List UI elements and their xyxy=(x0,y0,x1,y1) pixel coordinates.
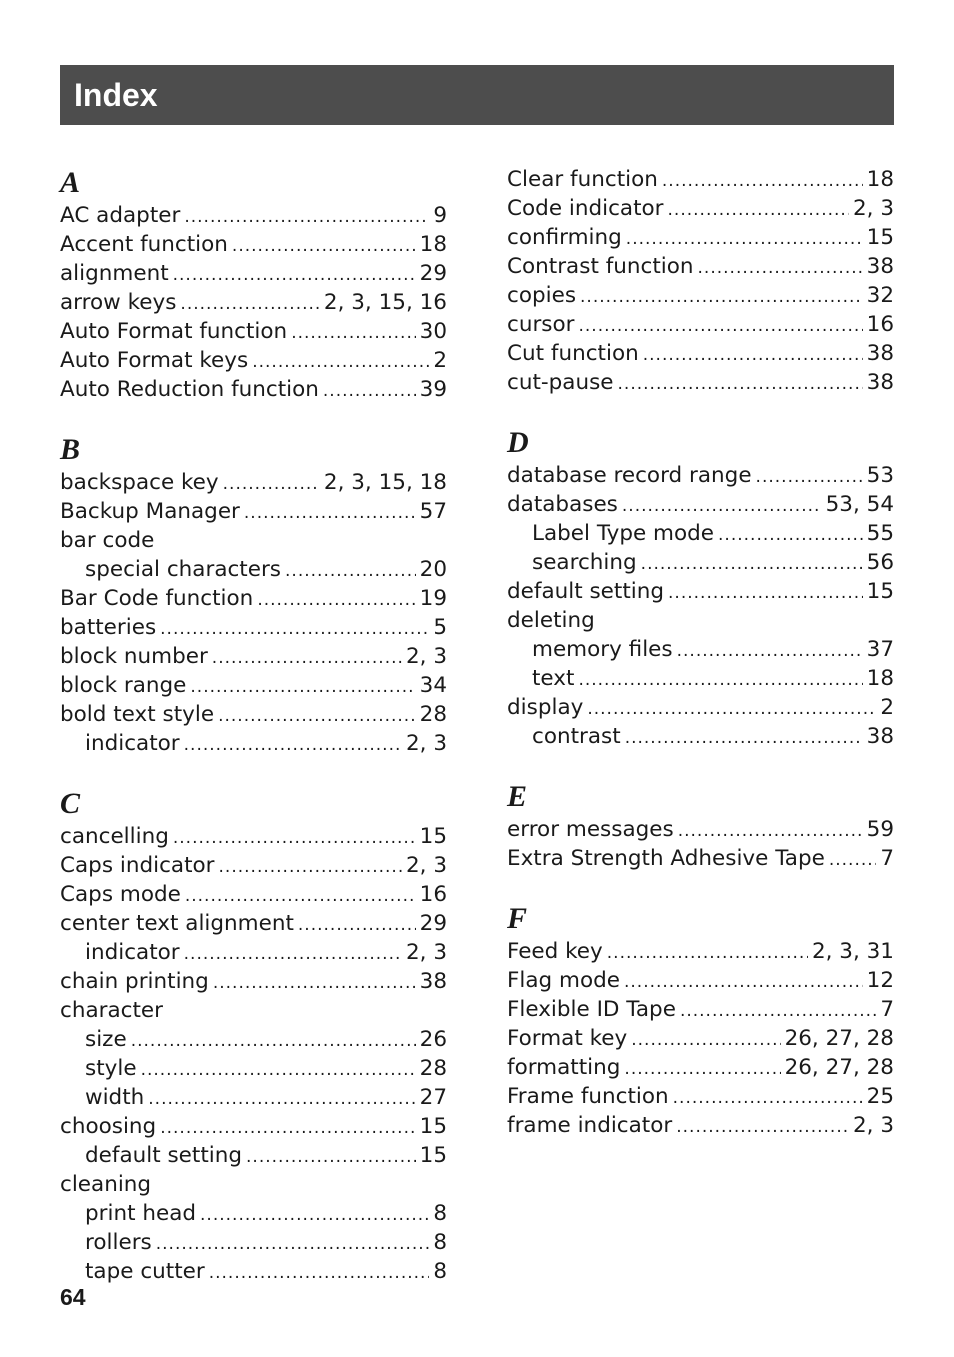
index-entry xyxy=(60,851,447,880)
index-subentry xyxy=(507,722,894,751)
entry-term: Backup Manager xyxy=(60,499,240,524)
entry-term: AC adapter xyxy=(60,203,181,228)
entry-term: backspace key xyxy=(60,470,219,495)
dot-leader xyxy=(200,1201,429,1228)
index-entry xyxy=(60,642,447,671)
entry-page-refs: 2 xyxy=(880,695,894,720)
entry-term: block number xyxy=(60,644,208,669)
index-entry xyxy=(507,995,894,1024)
page-title: Index xyxy=(74,77,158,113)
entry-term: Caps mode xyxy=(60,882,181,907)
index-subentry xyxy=(60,1054,447,1083)
entry-term: Flexible ID Tape xyxy=(507,997,676,1022)
entry-term: tape cutter xyxy=(85,1259,205,1284)
section-gap xyxy=(507,751,894,779)
index-entry xyxy=(60,613,447,642)
entry-term: Clear function xyxy=(507,167,658,192)
index-subentry xyxy=(60,1025,447,1054)
entry-page-refs: 55 xyxy=(866,521,894,546)
index-subentry xyxy=(507,548,894,577)
entry-term: Code indicator xyxy=(507,196,664,221)
entry-page-refs: 38 xyxy=(866,254,894,279)
entry-term: Auto Format keys xyxy=(60,348,249,373)
entry-page-refs: 16 xyxy=(866,312,894,337)
dot-leader xyxy=(173,261,416,288)
entry-page-refs: 2, 3 xyxy=(852,196,894,221)
dot-leader xyxy=(678,817,863,844)
entry-term: default setting xyxy=(507,579,665,604)
index-entry xyxy=(60,671,447,700)
dot-leader xyxy=(257,586,415,613)
index-entry xyxy=(60,1112,447,1141)
dot-leader xyxy=(578,312,862,339)
dot-leader xyxy=(252,348,429,375)
dot-leader xyxy=(587,695,876,722)
index-entry xyxy=(60,346,447,375)
dot-leader xyxy=(643,341,863,368)
entry-term: Auto Format function xyxy=(60,319,288,344)
index-entry xyxy=(507,606,894,635)
entry-term: memory files xyxy=(532,637,673,662)
entry-page-refs: 38 xyxy=(866,724,894,749)
entry-term: Label Type mode xyxy=(532,521,715,546)
index-subentry xyxy=(60,1083,447,1112)
dot-leader xyxy=(829,846,876,873)
page-number: 64 xyxy=(60,1284,86,1310)
entry-term: arrow keys xyxy=(60,290,177,315)
dot-leader xyxy=(662,167,863,194)
entry-term: formatting xyxy=(507,1055,621,1080)
index-entry xyxy=(60,259,447,288)
dot-leader xyxy=(184,203,429,230)
entry-term: contrast xyxy=(532,724,621,749)
entry-term: size xyxy=(85,1027,127,1052)
entry-term: Feed key xyxy=(507,939,603,964)
index-subentry xyxy=(60,555,447,584)
entry-page-refs: 7 xyxy=(880,997,894,1022)
dot-leader xyxy=(213,969,416,996)
dot-leader xyxy=(156,1230,430,1257)
entry-page-refs: 29 xyxy=(419,261,447,286)
entry-term: searching xyxy=(532,550,637,575)
entry-page-refs: 2, 3 xyxy=(405,940,447,965)
section-letter-heading: B xyxy=(60,433,81,466)
entry-page-refs: 8 xyxy=(433,1201,447,1226)
entry-page-refs: 8 xyxy=(433,1259,447,1284)
section-gap xyxy=(60,758,447,786)
dot-leader xyxy=(173,824,416,851)
entry-page-refs: 28 xyxy=(419,702,447,727)
entry-page-refs: 59 xyxy=(866,817,894,842)
dot-leader xyxy=(141,1056,416,1083)
dot-leader xyxy=(190,673,415,700)
index-entry xyxy=(60,822,447,851)
dot-leader xyxy=(160,615,429,642)
section-letter-heading: A xyxy=(60,166,81,199)
entry-term: default setting xyxy=(85,1143,243,1168)
dot-leader xyxy=(631,1026,780,1053)
entry-term: alignment xyxy=(60,261,169,286)
section-letter-heading: C xyxy=(60,787,81,820)
dot-leader xyxy=(718,521,863,548)
dot-leader xyxy=(291,319,415,346)
index-entry xyxy=(60,317,447,346)
index-entry xyxy=(60,497,447,526)
entry-page-refs: 15 xyxy=(419,824,447,849)
index-subentry xyxy=(60,1199,447,1228)
index-entry xyxy=(507,310,894,339)
index-entry xyxy=(507,844,894,873)
entry-term: character xyxy=(60,998,163,1023)
index-entry xyxy=(60,909,447,938)
entry-term: chain printing xyxy=(60,969,209,994)
index-subentry xyxy=(60,1228,447,1257)
entry-page-refs: 18 xyxy=(866,666,894,691)
index-entry xyxy=(507,1024,894,1053)
entry-page-refs: 30 xyxy=(419,319,447,344)
index-entry xyxy=(507,966,894,995)
dot-leader xyxy=(212,644,402,671)
section-letter-heading: D xyxy=(507,426,529,459)
index-entry xyxy=(60,375,447,404)
index-entry xyxy=(507,194,894,223)
entry-term: Flag mode xyxy=(507,968,620,993)
dot-leader xyxy=(641,550,863,577)
entry-term: center text alignment xyxy=(60,911,294,936)
index-subentry xyxy=(60,1257,447,1286)
index-entry xyxy=(60,584,447,613)
entry-term: Bar Code function xyxy=(60,586,254,611)
index-entry xyxy=(60,1170,447,1199)
index-entry xyxy=(507,223,894,252)
entry-page-refs: 34 xyxy=(419,673,447,698)
index-entry xyxy=(60,996,447,1025)
dot-leader xyxy=(223,470,320,497)
dot-leader xyxy=(676,1113,849,1140)
section-gap xyxy=(60,404,447,432)
entry-page-refs: 29 xyxy=(419,911,447,936)
index-entry xyxy=(507,368,894,397)
entry-page-refs: 38 xyxy=(866,370,894,395)
entry-page-refs: 28 xyxy=(419,1056,447,1081)
entry-page-refs: 53 xyxy=(866,463,894,488)
entry-page-refs: 2, 3 xyxy=(405,853,447,878)
dot-leader xyxy=(218,702,416,729)
entry-term: print head xyxy=(85,1201,197,1226)
index-entry xyxy=(60,468,447,497)
dot-leader xyxy=(185,882,416,909)
entry-term: block range xyxy=(60,673,187,698)
dot-leader xyxy=(131,1027,416,1054)
dot-leader xyxy=(219,853,402,880)
entry-page-refs: 20 xyxy=(419,557,447,582)
dot-leader xyxy=(607,939,808,966)
entry-term: choosing xyxy=(60,1114,157,1139)
index-entry xyxy=(507,1111,894,1140)
entry-term: rollers xyxy=(85,1230,152,1255)
dot-leader xyxy=(618,370,863,397)
entry-page-refs: 15 xyxy=(419,1143,447,1168)
entry-term: Accent function xyxy=(60,232,228,257)
dot-leader xyxy=(578,666,862,693)
dot-leader xyxy=(625,724,863,751)
entry-page-refs: 38 xyxy=(866,341,894,366)
entry-page-refs: 15 xyxy=(866,225,894,250)
dot-leader xyxy=(246,1143,416,1170)
dot-leader xyxy=(680,997,876,1024)
dot-leader xyxy=(673,1084,863,1111)
entry-page-refs: 32 xyxy=(866,283,894,308)
index-entry xyxy=(507,281,894,310)
index-entry xyxy=(60,700,447,729)
index-subentry xyxy=(507,635,894,664)
index-subentry xyxy=(507,519,894,548)
index-entry xyxy=(507,1053,894,1082)
dot-leader xyxy=(624,968,863,995)
entry-page-refs: 26, 27, 28 xyxy=(784,1026,894,1051)
entry-term: Format key xyxy=(507,1026,628,1051)
index-entry xyxy=(507,490,894,519)
entry-term: Auto Reduction function xyxy=(60,377,319,402)
entry-term: indicator xyxy=(85,940,180,965)
entry-page-refs: 2, 3, 31 xyxy=(811,939,894,964)
index-subentry xyxy=(60,938,447,967)
index-entry xyxy=(60,880,447,909)
dot-leader xyxy=(624,1055,780,1082)
entry-term: copies xyxy=(507,283,577,308)
dot-leader xyxy=(232,232,416,259)
dot-leader xyxy=(180,290,319,317)
entry-page-refs: 9 xyxy=(433,203,447,228)
dot-leader xyxy=(677,637,863,664)
entry-page-refs: 16 xyxy=(419,882,447,907)
entry-page-refs: 25 xyxy=(866,1084,894,1109)
entry-page-refs: 15 xyxy=(866,579,894,604)
entry-term: bar code xyxy=(60,528,155,553)
dot-leader xyxy=(323,377,416,404)
entry-page-refs: 37 xyxy=(866,637,894,662)
index-subentry xyxy=(507,664,894,693)
section-letter-heading: E xyxy=(507,780,528,813)
entry-term: style xyxy=(85,1056,137,1081)
index-entry xyxy=(60,967,447,996)
entry-term: database record range xyxy=(507,463,752,488)
dot-leader xyxy=(698,254,863,281)
entry-page-refs: 56 xyxy=(866,550,894,575)
entry-page-refs: 53, 54 xyxy=(825,492,894,517)
entry-term: Extra Strength Adhesive Tape xyxy=(507,846,825,871)
entry-term: cursor xyxy=(507,312,575,337)
entry-term: confirming xyxy=(507,225,622,250)
index-entry xyxy=(507,165,894,194)
dot-leader xyxy=(244,499,416,526)
entry-term: special characters xyxy=(85,557,282,582)
index-entry xyxy=(60,201,447,230)
index-subentry xyxy=(60,729,447,758)
entry-page-refs: 2, 3 xyxy=(852,1113,894,1138)
index-entry xyxy=(60,288,447,317)
index-entry xyxy=(507,693,894,722)
entry-term: Caps indicator xyxy=(60,853,215,878)
entry-page-refs: 19 xyxy=(419,586,447,611)
dot-leader xyxy=(668,196,849,223)
entry-term: databases xyxy=(507,492,618,517)
entry-term: Contrast function xyxy=(507,254,694,279)
dot-leader xyxy=(148,1085,415,1112)
index-entry xyxy=(507,577,894,606)
dot-leader xyxy=(580,283,863,310)
index-subentry xyxy=(60,1141,447,1170)
entry-term: cancelling xyxy=(60,824,169,849)
entry-page-refs: 8 xyxy=(433,1230,447,1255)
dot-leader xyxy=(626,225,863,252)
dot-leader xyxy=(209,1259,430,1286)
index-entry xyxy=(507,339,894,368)
entry-term: width xyxy=(85,1085,145,1110)
entry-page-refs: 38 xyxy=(419,969,447,994)
entry-page-refs: 26, 27, 28 xyxy=(784,1055,894,1080)
entry-page-refs: 18 xyxy=(419,232,447,257)
entry-term: Cut function xyxy=(507,341,639,366)
entry-page-refs: 2, 3 xyxy=(405,731,447,756)
entry-term: bold text style xyxy=(60,702,215,727)
entry-term: text xyxy=(532,666,575,691)
index-entry xyxy=(507,1082,894,1111)
entry-page-refs: 2, 3, 15, 16 xyxy=(323,290,447,315)
entry-term: error messages xyxy=(507,817,674,842)
index-column-right xyxy=(507,165,894,1140)
entry-page-refs: 2, 3, 15, 18 xyxy=(323,470,447,495)
entry-page-refs: 57 xyxy=(419,499,447,524)
dot-leader xyxy=(298,911,416,938)
dot-leader xyxy=(285,557,416,584)
entry-page-refs: 27 xyxy=(419,1085,447,1110)
dot-leader xyxy=(668,579,863,606)
dot-leader xyxy=(756,463,863,490)
index-column-left xyxy=(60,165,447,1286)
entry-page-refs: 2, 3 xyxy=(405,644,447,669)
index-entry xyxy=(60,526,447,555)
dot-leader xyxy=(622,492,822,519)
entry-page-refs: 26 xyxy=(419,1027,447,1052)
entry-page-refs: 7 xyxy=(880,846,894,871)
entry-term: cleaning xyxy=(60,1172,152,1197)
entry-term: indicator xyxy=(85,731,180,756)
entry-page-refs: 18 xyxy=(866,167,894,192)
index-entry xyxy=(507,461,894,490)
entry-term: display xyxy=(507,695,584,720)
dot-leader xyxy=(184,731,402,758)
entry-page-refs: 2 xyxy=(433,348,447,373)
section-gap xyxy=(507,397,894,425)
index-entry xyxy=(507,815,894,844)
entry-term: deleting xyxy=(507,608,595,633)
entry-term: Frame function xyxy=(507,1084,669,1109)
index-entry xyxy=(507,937,894,966)
index-entry xyxy=(507,252,894,281)
dot-leader xyxy=(160,1114,415,1141)
entry-term: batteries xyxy=(60,615,157,640)
index-header-banner xyxy=(60,65,894,125)
entry-page-refs: 5 xyxy=(433,615,447,640)
entry-page-refs: 15 xyxy=(419,1114,447,1139)
entry-term: cut-pause xyxy=(507,370,614,395)
section-gap xyxy=(507,873,894,901)
dot-leader xyxy=(184,940,402,967)
entry-term: frame indicator xyxy=(507,1113,673,1138)
index-entry xyxy=(60,230,447,259)
section-letter-heading: F xyxy=(507,902,528,935)
entry-page-refs: 12 xyxy=(866,968,894,993)
entry-page-refs: 39 xyxy=(419,377,447,402)
